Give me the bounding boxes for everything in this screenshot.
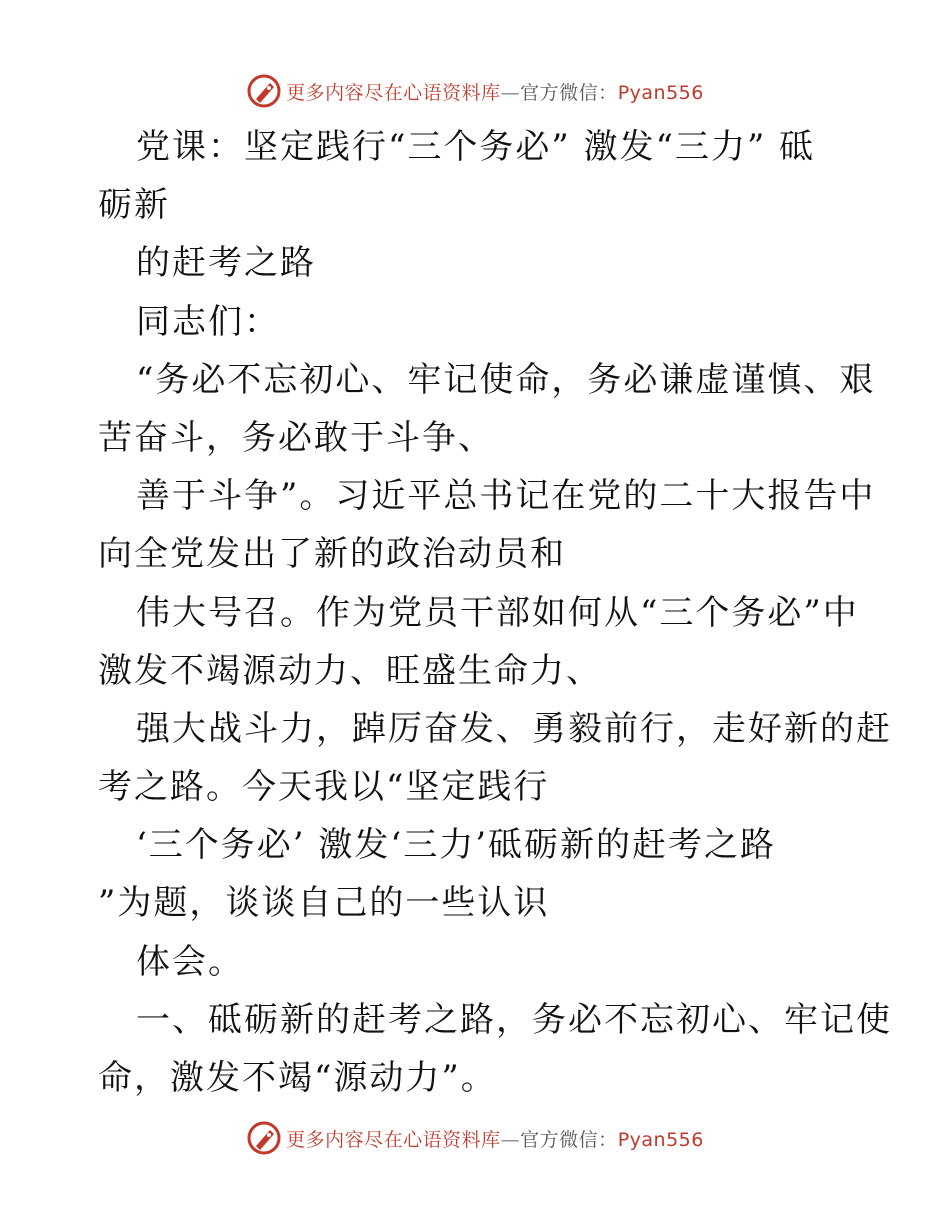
watermark-text <box>286 78 704 105</box>
watermark-site-name: 更多内容尽在心语资料库 <box>286 1128 501 1151</box>
text-line: 砺新 <box>98 185 170 226</box>
watermark-text <box>286 1125 704 1152</box>
text-line: 苦奋斗，务必敢于斗争、 <box>98 417 494 458</box>
text-line: 善于斗争”。习近平总书记在党的二十大报告中 <box>136 476 876 517</box>
text-line: ‘三个务必’ 激发‘三力’砥砺新的赶考之路 <box>136 825 777 866</box>
text-line: 伟大号召。作为党员干部如何从“三个务必”中 <box>136 592 859 633</box>
watermark-wechat-id: Pyan556 <box>617 1128 704 1151</box>
text-line: 体会。 <box>136 941 244 982</box>
text-line: 一、砥砺新的赶考之路，务必不忘初心、牢记使 <box>136 999 892 1040</box>
watermark-separator: — <box>500 81 521 104</box>
watermark-wechat-id: Pyan556 <box>617 81 704 104</box>
text-line: 党课：坚定践行“三个务必” 激发“三力” 砥 <box>136 127 816 167</box>
header-watermark <box>0 71 950 111</box>
watermark-label: 官方微信： <box>520 81 618 104</box>
text-line: “务必不忘初心、牢记使命，务必谦虚谨慎、艰 <box>136 359 876 400</box>
text-line: 激发不竭源动力、旺盛生命力、 <box>98 650 602 691</box>
watermark-separator: — <box>500 1128 521 1151</box>
text-line: ”为题，谈谈自己的一些认识 <box>98 883 550 924</box>
watermark-label: 官方微信： <box>520 1128 618 1151</box>
text-line: 的赶考之路 <box>136 243 316 284</box>
text-line: 强大战斗力，踔厉奋发、勇毅前行，走好新的赶 <box>136 708 892 749</box>
watermark-site-name: 更多内容尽在心语资料库 <box>286 81 501 104</box>
document-body <box>98 118 892 1107</box>
text-line: 命，激发不竭“源动力”。 <box>98 1058 497 1098</box>
footer-watermark <box>0 1118 950 1158</box>
pen-nib-logo-icon <box>246 73 282 109</box>
pen-nib-logo-icon <box>246 1120 282 1156</box>
text-line: 考之路。今天我以“坚定践行 <box>98 767 550 808</box>
text-line: 向全党发出了新的政治动员和 <box>98 534 566 575</box>
text-line: 同志们： <box>136 301 280 342</box>
